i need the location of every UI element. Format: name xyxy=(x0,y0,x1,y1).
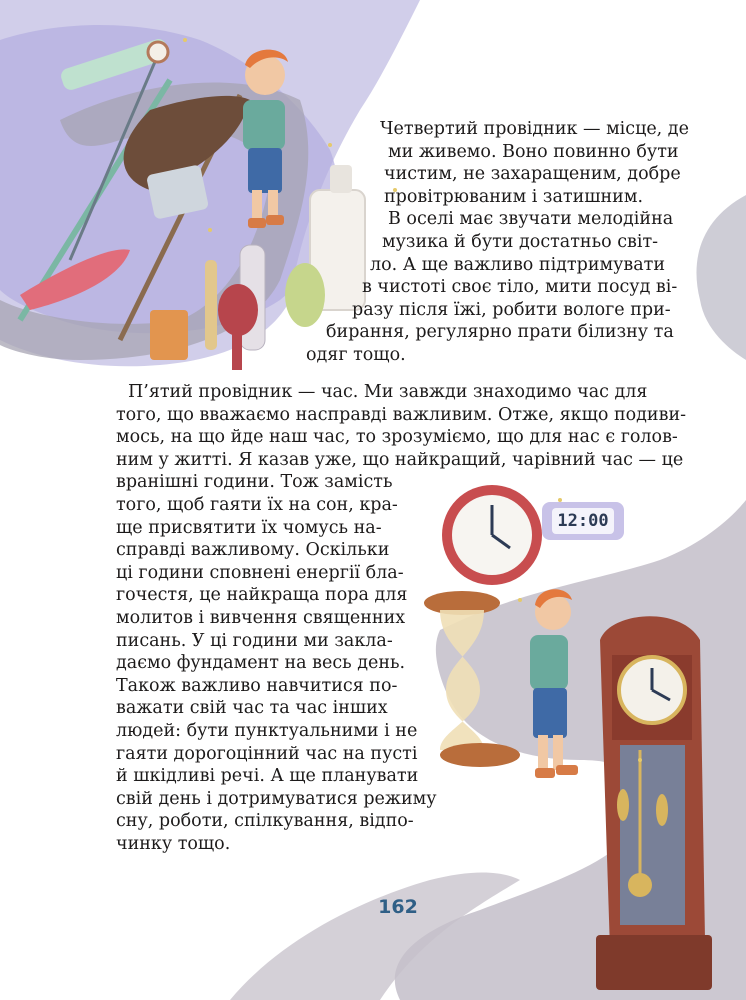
text-line: свій день і дотримуватися режиму xyxy=(116,788,437,809)
text-line: в чистоті своє тіло, мити посуд ві- xyxy=(362,277,678,298)
text-line: Четвертий провідник — місце, де xyxy=(380,119,689,139)
text-line: ло. А ще важливо підтримувати xyxy=(370,254,666,275)
text-line: людей: бути пунктуальними і не xyxy=(116,720,418,741)
text-line: мось, на що йде наш час, то зрозуміємо, що для нас є голов- xyxy=(116,427,678,448)
text-line: разу після їжі, робити вологе при- xyxy=(352,299,671,320)
text-line: ще присвятити їх чомусь на- xyxy=(116,517,382,538)
text-line: бирання, регулярно прати білизну та xyxy=(326,322,674,343)
paragraph-fourth-guide xyxy=(306,118,720,367)
text-line: того, щоб гаяти їх на сон, кра- xyxy=(116,494,398,515)
text-line: справді важливому. Оскільки xyxy=(116,540,390,561)
text-line: гочестя, це найкраща пора для xyxy=(116,585,408,606)
text-line: даємо фундамент на весь день. xyxy=(116,653,406,674)
text-line: того, що вважаємо насправді важливим. Отже, якщо подиви- xyxy=(116,404,687,425)
text-line: одяг тощо. xyxy=(306,344,406,365)
text-line: ми живемо. Воно повинно бути xyxy=(388,141,679,162)
text-line: й шкідливі речі. А ще планувати xyxy=(116,766,419,787)
text-line: музика й бути достатньо світ- xyxy=(382,231,659,252)
text-line: вранішні години. Тож замість xyxy=(116,472,393,493)
text-line: чистим, не захаращеним, добре xyxy=(384,164,681,185)
text-line: ним у житті. Я казав уже, що найкращий, чарівний час — це xyxy=(116,449,684,470)
text-line: сну, роботи, спілкування, відпо- xyxy=(116,811,414,832)
text-line: молитов і вивчення священних xyxy=(116,607,406,628)
text-line: писань. У ці години ми заклa- xyxy=(116,630,393,651)
text-line: ці години сповнені енергії бла- xyxy=(116,562,404,583)
digital-clock-display: 12:00 xyxy=(557,511,609,531)
page-number: 162 xyxy=(378,896,418,918)
text-line: В оселі має звучати мелодійна xyxy=(388,209,674,230)
text-line: важати свій час та час інших xyxy=(116,698,388,719)
text-line: Також важливо навчитися по- xyxy=(116,675,398,696)
text-line: П’ятий провідник — час. Ми завжди знаходимо час для xyxy=(128,382,648,402)
text-line: гаяти дорогоцінний час на пусті xyxy=(116,743,418,764)
text-line: чинку тощо. xyxy=(116,833,231,854)
text-line: провітрюваним і затишним. xyxy=(384,186,644,207)
paragraph-fifth-guide xyxy=(116,381,726,855)
